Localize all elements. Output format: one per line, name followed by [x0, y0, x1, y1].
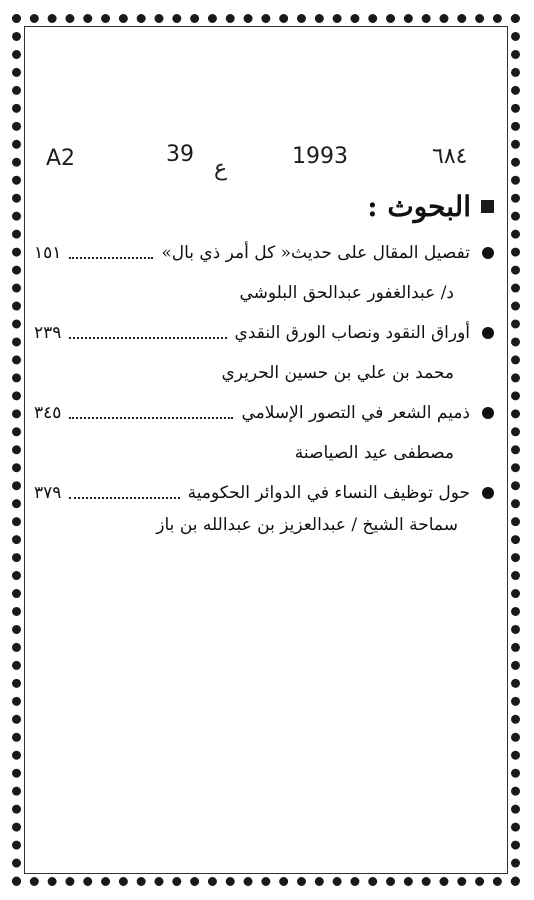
- handwritten-code: A2: [46, 146, 76, 171]
- entry-page: ٣٧٩: [34, 483, 62, 503]
- handwritten-letter: ع: [214, 156, 228, 181]
- section-heading: [367, 190, 494, 223]
- list-item: [34, 236, 494, 316]
- entry-title[interactable]: ذميم الشعر في التصور الإسلامي: [241, 403, 470, 423]
- section-title: البحوث :: [367, 190, 471, 223]
- entry-page: ٣٤٥: [34, 403, 62, 423]
- handwritten-year: 1993: [292, 144, 348, 169]
- list-item: [34, 476, 494, 544]
- dot-leader: [69, 337, 226, 339]
- list-item: [34, 396, 494, 476]
- bullet-icon: [482, 247, 494, 259]
- dot-leader: [69, 417, 233, 419]
- contents-list: [34, 236, 494, 544]
- entry-line: [34, 396, 494, 430]
- handwritten-issue: 39: [166, 142, 194, 167]
- entry-title[interactable]: حول توظيف النساء في الدوائر الحكومية: [187, 483, 470, 503]
- entry-author: د/ عبدالغفور عبدالحق البلوشي: [239, 283, 454, 303]
- entry-line: [34, 316, 494, 350]
- dot-leader: [69, 497, 179, 499]
- handwritten-catalog-number: ٦٨٤: [432, 144, 468, 169]
- entry-title[interactable]: أوراق النقود ونصاب الورق النقدي: [234, 323, 470, 343]
- handwritten-annotations: [40, 142, 495, 182]
- bullet-icon: [482, 407, 494, 419]
- entry-page: ٢٣٩: [34, 323, 62, 343]
- entry-page: ١٥١: [34, 243, 62, 263]
- list-item: [34, 316, 494, 396]
- entry-author: محمد بن علي بن حسين الحريري: [221, 363, 454, 383]
- bullet-icon: [482, 487, 494, 499]
- entry-author: سماحة الشيخ / عبدالعزيز بن عبدالله بن باز: [156, 515, 458, 535]
- dot-leader: [69, 257, 153, 259]
- entry-line: [34, 476, 494, 510]
- entry-title[interactable]: تفصيل المقال على حديث« كل أمر ذي بال»: [161, 243, 470, 263]
- entry-author: مصطفى عيد الصياصنة: [294, 443, 454, 463]
- bullet-icon: [482, 327, 494, 339]
- square-bullet-icon: [481, 200, 494, 213]
- entry-line: [34, 236, 494, 270]
